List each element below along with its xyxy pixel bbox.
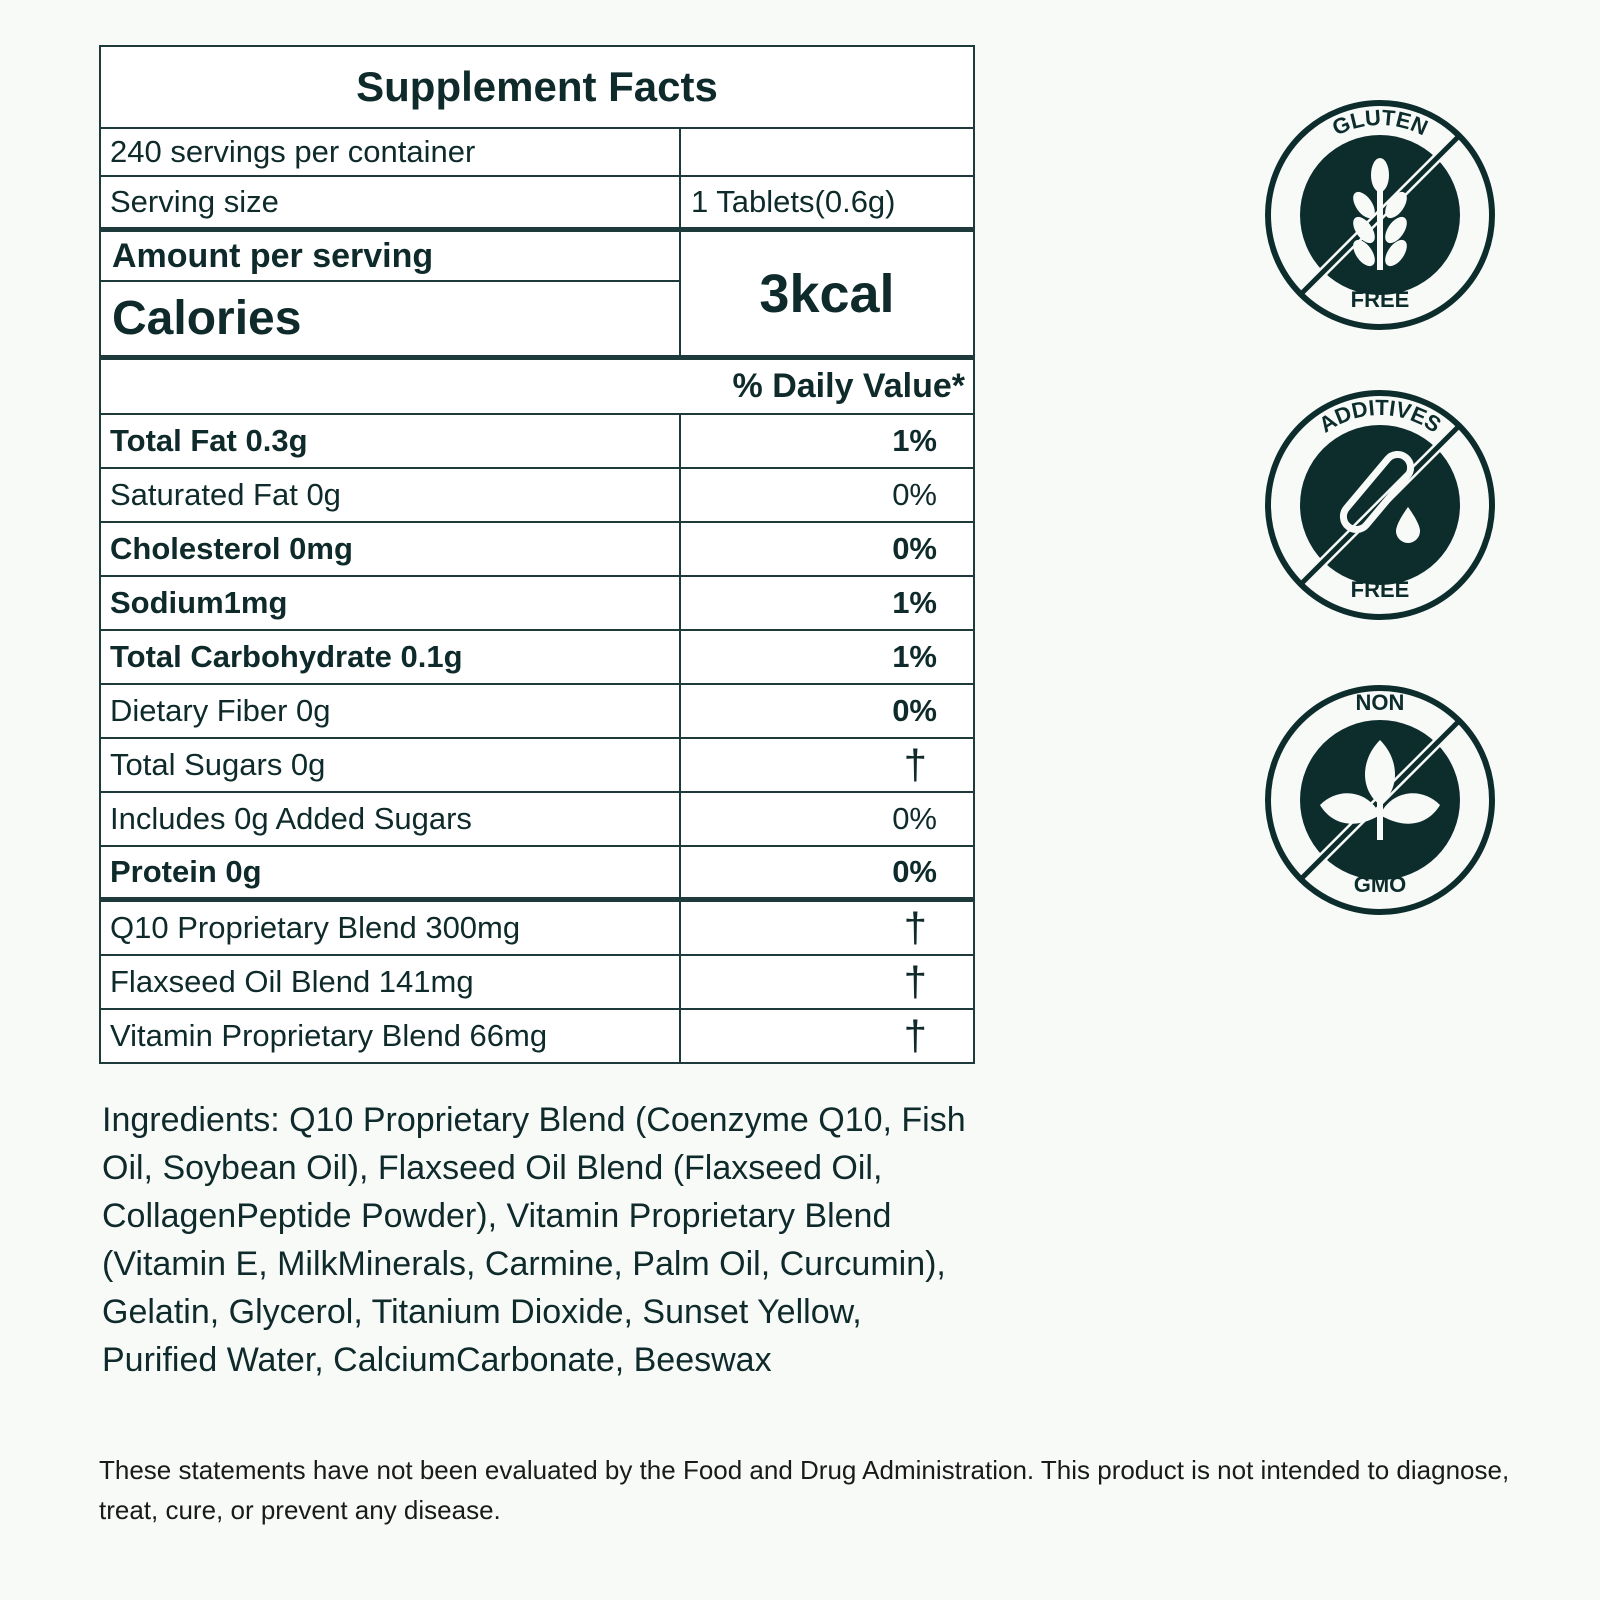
nutrient-row	[101, 847, 973, 902]
dagger-symbol: †	[903, 741, 927, 788]
calories-label: Calories	[112, 292, 302, 345]
servings-per-container: 240 servings per container	[101, 129, 681, 175]
nutrient-row	[101, 415, 973, 469]
calories-section	[101, 232, 973, 360]
nutrient-name: Saturated Fat 0g	[101, 469, 681, 521]
badge-bottom-text: FREE	[1350, 577, 1410, 602]
nutrient-dv: 1%	[892, 639, 937, 674]
supplement-facts-panel	[99, 45, 975, 1064]
gluten-free-badge	[1260, 95, 1500, 335]
nutrient-dv: 0%	[892, 477, 937, 512]
nutrient-row	[101, 739, 973, 793]
badge-bottom-text: FREE	[1350, 287, 1410, 312]
nutrient-row	[101, 469, 973, 523]
dagger-symbol: †	[903, 1012, 927, 1059]
dagger-symbol: †	[903, 904, 927, 951]
calories-left	[101, 232, 681, 355]
nutrient-row	[101, 631, 973, 685]
panel-title: Supplement Facts	[101, 47, 973, 129]
badge-top-text: GLUTEN	[1328, 104, 1432, 141]
blend-name: Vitamin Proprietary Blend 66mg	[101, 1010, 681, 1062]
nutrient-row	[101, 685, 973, 739]
serving-size-value: 1 Tablets(0.6g)	[691, 184, 896, 219]
nutrient-dv: 0%	[892, 531, 937, 566]
serving-size-label: Serving size	[101, 177, 681, 227]
badge-graphic	[1260, 680, 1500, 920]
dagger-symbol: †	[903, 958, 927, 1005]
nutrient-name: Protein 0g	[101, 847, 681, 897]
blend-name: Flaxseed Oil Blend 141mg	[101, 956, 681, 1008]
blend-row	[101, 956, 973, 1010]
blend-row	[101, 1010, 973, 1062]
nutrient-row	[101, 577, 973, 631]
nutrient-dv: 0%	[892, 801, 937, 836]
nutrient-name: Includes 0g Added Sugars	[101, 793, 681, 845]
servings-empty-cell	[681, 129, 973, 175]
serving-size-row	[101, 177, 973, 232]
calories-value: 3kcal	[759, 263, 895, 324]
nutrient-row	[101, 523, 973, 577]
nutrient-row	[101, 793, 973, 847]
amount-per-serving: Amount per serving	[101, 232, 679, 282]
badge-top-text: ADDITIVES	[1314, 394, 1446, 438]
daily-value-header: % Daily Value*	[101, 360, 973, 415]
blend-name: Q10 Proprietary Blend 300mg	[101, 902, 681, 954]
ingredients-text: Ingredients: Q10 Proprietary Blend (Coenzyme Q10, Fish Oil, Soybean Oil), Flaxseed Oil Blend (Flaxseed Oil, CollagenPeptide Powder), Vitamin Proprietary Blend (Vitamin E, MilkMinerals, Carmine, Palm Oil, Curcumin), Gelatin, Glycerol, Titanium Dioxide, Sunset Yellow, Purified Water, CalciumCarbonate, Beeswax	[102, 1101, 966, 1379]
nutrient-dv: 1%	[892, 585, 937, 620]
nutrient-name: Cholesterol 0mg	[101, 523, 681, 575]
fda-disclaimer: These statements have not been evaluated by the Food and Drug Administration. This product is not intended to diagnose, treat, cure, or prevent any disease.	[99, 1455, 1510, 1525]
servings-row	[101, 129, 973, 177]
non-gmo-badge	[1260, 680, 1500, 920]
nutrient-name: Total Carbohydrate 0.1g	[101, 631, 681, 683]
nutrient-name: Dietary Fiber 0g	[101, 685, 681, 737]
nutrient-dv: 0%	[892, 693, 937, 728]
nutrient-name: Sodium1mg	[101, 577, 681, 629]
nutrient-name: Total Sugars 0g	[101, 739, 681, 791]
badge-bottom-text: GMO	[1353, 872, 1407, 897]
blend-row	[101, 902, 973, 956]
badge-graphic	[1260, 95, 1500, 335]
badge-top-text: NON	[1355, 690, 1405, 715]
nutrient-dv: 0%	[892, 854, 937, 889]
nutrient-name: Total Fat 0.3g	[101, 415, 681, 467]
additives-free-badge	[1260, 385, 1500, 625]
nutrient-dv: 1%	[892, 423, 937, 458]
badge-graphic	[1260, 385, 1500, 625]
